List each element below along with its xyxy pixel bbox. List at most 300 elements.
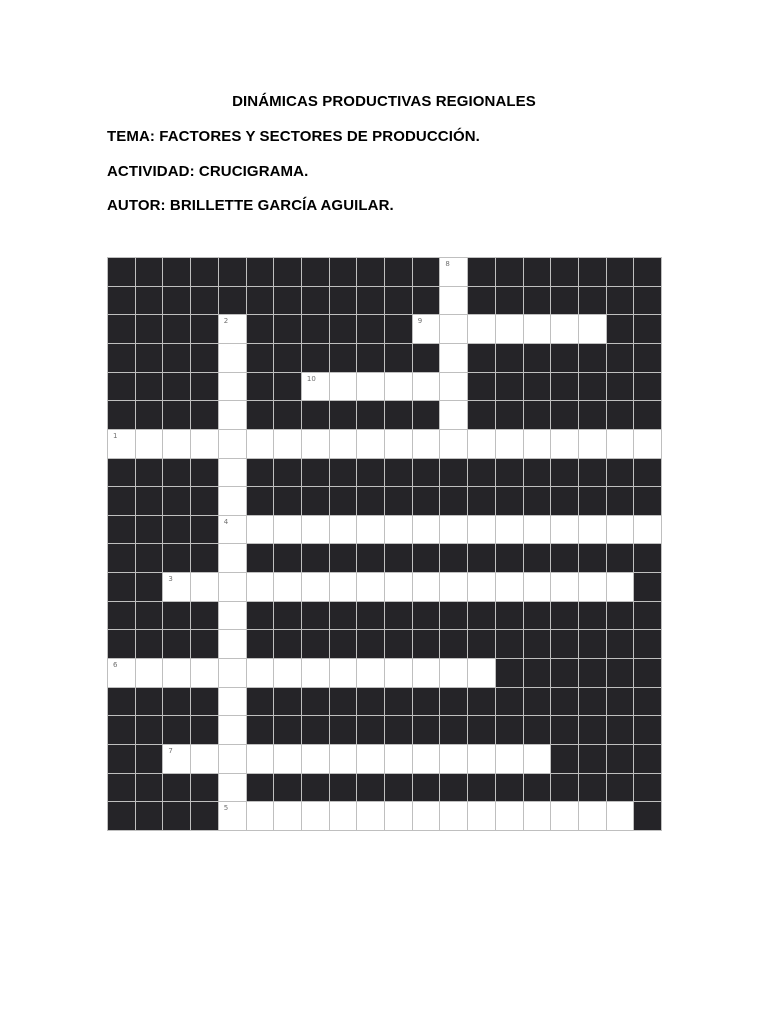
crossword-open-cell[interactable] (163, 745, 190, 773)
clue-number: 7 (168, 747, 173, 756)
crossword-block-cell (302, 487, 329, 515)
clue-number: 10 (306, 374, 316, 383)
crossword-open-cell[interactable] (440, 430, 467, 458)
crossword-block-cell (496, 344, 523, 372)
crossword-block-cell (579, 287, 606, 315)
crossword-block-cell (607, 630, 634, 658)
crossword-open-cell[interactable] (219, 688, 246, 716)
crossword-block-cell (607, 344, 634, 372)
crossword-open-cell[interactable] (385, 430, 412, 458)
crossword-block-cell (302, 401, 329, 429)
crossword-open-cell[interactable] (524, 573, 551, 601)
crossword-open-cell[interactable] (551, 315, 578, 343)
crossword-block-cell (108, 459, 135, 487)
crossword-block-cell (496, 774, 523, 802)
crossword-block-cell (219, 287, 246, 315)
crossword-open-cell[interactable] (468, 802, 495, 830)
crossword-block-cell (247, 688, 274, 716)
crossword-block-cell (440, 544, 467, 572)
crossword-open-cell[interactable] (385, 659, 412, 687)
clue-number: 4 (223, 517, 229, 526)
crossword-block-cell (357, 344, 384, 372)
crossword-open-cell[interactable] (219, 459, 246, 487)
crossword-block-cell (330, 258, 357, 286)
crossword-block-cell (330, 459, 357, 487)
crossword-block-cell (524, 630, 551, 658)
crossword-open-cell[interactable] (108, 430, 135, 458)
crossword-open-cell[interactable] (274, 516, 301, 544)
crossword-block-cell (440, 688, 467, 716)
crossword-block-cell (108, 745, 135, 773)
crossword-block-cell (357, 315, 384, 343)
crossword-block-cell (634, 630, 661, 658)
crossword-open-cell[interactable] (219, 516, 246, 544)
crossword-block-cell (440, 774, 467, 802)
crossword-block-cell (357, 487, 384, 515)
crossword-open-cell[interactable] (413, 659, 440, 687)
crossword-block-cell (219, 258, 246, 286)
crossword-block-cell (579, 659, 606, 687)
crossword-open-cell[interactable] (330, 802, 357, 830)
crossword-open-cell[interactable] (247, 430, 274, 458)
crossword-grid (107, 257, 662, 831)
crossword-open-cell[interactable] (219, 544, 246, 572)
crossword-block-cell (330, 688, 357, 716)
crossword-block-cell (108, 315, 135, 343)
crossword-block-cell (357, 774, 384, 802)
crossword-block-cell (357, 688, 384, 716)
crossword-block-cell (607, 745, 634, 773)
crossword-block-cell (579, 459, 606, 487)
crossword-block-cell (274, 630, 301, 658)
crossword-open-cell[interactable] (413, 573, 440, 601)
crossword-open-cell[interactable] (496, 745, 523, 773)
crossword-open-cell[interactable] (219, 573, 246, 601)
crossword-open-cell[interactable] (357, 745, 384, 773)
crossword-block-cell (524, 373, 551, 401)
crossword-block-cell (302, 716, 329, 744)
crossword-block-cell (468, 487, 495, 515)
crossword-open-cell[interactable] (440, 659, 467, 687)
crossword-block-cell (357, 401, 384, 429)
crossword-open-cell[interactable] (163, 573, 190, 601)
crossword-open-cell[interactable] (607, 516, 634, 544)
crossword-open-cell[interactable] (385, 802, 412, 830)
crossword-open-cell[interactable] (551, 802, 578, 830)
crossword-block-cell (496, 688, 523, 716)
crossword-open-cell[interactable] (357, 373, 384, 401)
crossword-block-cell (191, 630, 218, 658)
crossword-block-cell (357, 459, 384, 487)
crossword-block-cell (551, 487, 578, 515)
crossword-open-cell[interactable] (385, 573, 412, 601)
crossword-open-cell[interactable] (274, 745, 301, 773)
crossword-block-cell (607, 487, 634, 515)
crossword-open-cell[interactable] (219, 802, 246, 830)
crossword-open-cell[interactable] (219, 630, 246, 658)
crossword-open-cell[interactable] (108, 659, 135, 687)
crossword-block-cell (496, 459, 523, 487)
crossword-block-cell (108, 258, 135, 286)
crossword-block-cell (468, 287, 495, 315)
crossword-block-cell (191, 802, 218, 830)
crossword-block-cell (524, 258, 551, 286)
crossword-block-cell (330, 344, 357, 372)
crossword-open-cell[interactable] (496, 573, 523, 601)
crossword-open-cell[interactable] (413, 516, 440, 544)
crossword-open-cell[interactable] (302, 659, 329, 687)
crossword-block-cell (551, 774, 578, 802)
crossword-open-cell[interactable] (219, 344, 246, 372)
crossword-open-cell[interactable] (136, 659, 163, 687)
crossword-block-cell (108, 573, 135, 601)
crossword-block-cell (302, 287, 329, 315)
crossword-open-cell[interactable] (634, 430, 661, 458)
crossword-block-cell (191, 544, 218, 572)
crossword-block-cell (302, 344, 329, 372)
crossword-open-cell[interactable] (357, 659, 384, 687)
crossword-block-cell (524, 287, 551, 315)
crossword-block-cell (163, 287, 190, 315)
crossword-open-cell[interactable] (302, 573, 329, 601)
crossword-block-cell (496, 287, 523, 315)
crossword-open-cell[interactable] (634, 516, 661, 544)
crossword-block-cell (440, 630, 467, 658)
crossword-open-cell[interactable] (302, 802, 329, 830)
crossword-block-cell (357, 716, 384, 744)
crossword-block-cell (136, 802, 163, 830)
crossword-open-cell[interactable] (468, 659, 495, 687)
crossword-block-cell (136, 774, 163, 802)
crossword-block-cell (136, 401, 163, 429)
crossword-block-cell (163, 602, 190, 630)
crossword-block-cell (136, 373, 163, 401)
crossword-open-cell[interactable] (219, 401, 246, 429)
crossword-open-cell[interactable] (440, 344, 467, 372)
crossword-block-cell (579, 716, 606, 744)
crossword-open-cell[interactable] (219, 602, 246, 630)
crossword-open-cell[interactable] (579, 430, 606, 458)
crossword-block-cell (579, 745, 606, 773)
clue-number: 9 (417, 317, 423, 326)
crossword-open-cell[interactable] (219, 659, 246, 687)
clue-number: 3 (168, 575, 173, 584)
crossword-open-cell[interactable] (357, 516, 384, 544)
crossword-block-cell (163, 315, 190, 343)
crossword-block-cell (108, 802, 135, 830)
crossword-block-cell (108, 287, 135, 315)
crossword-open-cell[interactable] (219, 315, 246, 343)
crossword-open-cell[interactable] (551, 516, 578, 544)
crossword-open-cell[interactable] (330, 745, 357, 773)
crossword-open-cell[interactable] (330, 373, 357, 401)
crossword-block-cell (551, 544, 578, 572)
crossword-block-cell (607, 688, 634, 716)
crossword-open-cell[interactable] (440, 516, 467, 544)
crossword-open-cell[interactable] (357, 802, 384, 830)
crossword-open-cell[interactable] (219, 745, 246, 773)
crossword-open-cell[interactable] (247, 745, 274, 773)
crossword-block-cell (274, 544, 301, 572)
crossword-block-cell (136, 258, 163, 286)
crossword-open-cell[interactable] (191, 659, 218, 687)
crossword-block-cell (274, 774, 301, 802)
crossword-open-cell[interactable] (607, 430, 634, 458)
crossword-open-cell[interactable] (357, 430, 384, 458)
crossword-block-cell (440, 487, 467, 515)
crossword-block-cell (163, 487, 190, 515)
crossword-open-cell[interactable] (330, 659, 357, 687)
crossword-open-cell[interactable] (496, 516, 523, 544)
crossword-block-cell (330, 544, 357, 572)
crossword-block-cell (247, 459, 274, 487)
crossword-block-cell (191, 373, 218, 401)
crossword-block-cell (468, 401, 495, 429)
crossword-block-cell (607, 602, 634, 630)
crossword-block-cell (357, 602, 384, 630)
crossword-block-cell (634, 344, 661, 372)
crossword-open-cell[interactable] (440, 745, 467, 773)
crossword-open-cell[interactable] (440, 573, 467, 601)
crossword-block-cell (579, 258, 606, 286)
crossword-block-cell (136, 516, 163, 544)
crossword-open-cell[interactable] (607, 802, 634, 830)
crossword-open-cell[interactable] (468, 430, 495, 458)
crossword-open-cell[interactable] (496, 430, 523, 458)
crossword-block-cell (634, 745, 661, 773)
crossword-block-cell (607, 287, 634, 315)
crossword-open-cell[interactable] (219, 774, 246, 802)
crossword-block-cell (634, 573, 661, 601)
crossword-open-cell[interactable] (440, 802, 467, 830)
crossword-open-cell[interactable] (191, 573, 218, 601)
crossword-open-cell[interactable] (524, 315, 551, 343)
crossword-open-cell[interactable] (468, 315, 495, 343)
crossword-block-cell (247, 287, 274, 315)
crossword-block-cell (385, 344, 412, 372)
crossword-open-cell[interactable] (579, 802, 606, 830)
crossword-block-cell (163, 630, 190, 658)
crossword-block-cell (330, 487, 357, 515)
crossword-open-cell[interactable] (385, 373, 412, 401)
crossword-open-cell[interactable] (274, 802, 301, 830)
crossword-open-cell[interactable] (274, 573, 301, 601)
crossword-block-cell (330, 602, 357, 630)
crossword-open-cell[interactable] (247, 659, 274, 687)
crossword-block-cell (496, 630, 523, 658)
crossword-block-cell (163, 516, 190, 544)
crossword-block-cell (274, 258, 301, 286)
crossword-open-cell[interactable] (468, 516, 495, 544)
crossword-open-cell[interactable] (330, 573, 357, 601)
crossword-block-cell (274, 287, 301, 315)
crossword-open-cell[interactable] (357, 573, 384, 601)
crossword-block-cell (524, 544, 551, 572)
crossword-block-cell (108, 630, 135, 658)
crossword-block-cell (607, 258, 634, 286)
crossword-block-cell (247, 258, 274, 286)
crossword-block-cell (274, 716, 301, 744)
crossword-open-cell[interactable] (219, 373, 246, 401)
crossword-open-cell[interactable] (551, 573, 578, 601)
crossword-block-cell (163, 688, 190, 716)
crossword-open-cell[interactable] (219, 716, 246, 744)
crossword-block-cell (496, 258, 523, 286)
crossword-open-cell[interactable] (607, 573, 634, 601)
crossword-block-cell (191, 315, 218, 343)
crossword-block-cell (413, 602, 440, 630)
crossword-open-cell[interactable] (468, 745, 495, 773)
crossword-open-cell[interactable] (468, 573, 495, 601)
crossword-block-cell (524, 459, 551, 487)
crossword-open-cell[interactable] (440, 401, 467, 429)
crossword-open-cell[interactable] (385, 516, 412, 544)
crossword-block-cell (413, 774, 440, 802)
crossword-open-cell[interactable] (247, 516, 274, 544)
crossword-block-cell (385, 544, 412, 572)
crossword-open-cell[interactable] (219, 487, 246, 515)
crossword-open-cell[interactable] (247, 573, 274, 601)
crossword-block-cell (440, 602, 467, 630)
crossword-block-cell (163, 344, 190, 372)
crossword-open-cell[interactable] (413, 802, 440, 830)
crossword-block-cell (357, 287, 384, 315)
crossword-block-cell (496, 716, 523, 744)
crossword-block-cell (634, 544, 661, 572)
crossword-block-cell (579, 688, 606, 716)
crossword-open-cell[interactable] (302, 430, 329, 458)
crossword-open-cell[interactable] (302, 373, 329, 401)
crossword-open-cell[interactable] (385, 745, 412, 773)
crossword-block-cell (413, 459, 440, 487)
crossword-block-cell (163, 258, 190, 286)
crossword-block-cell (274, 344, 301, 372)
crossword-open-cell[interactable] (302, 516, 329, 544)
crossword-block-cell (551, 344, 578, 372)
crossword-open-cell[interactable] (440, 315, 467, 343)
crossword-block-cell (302, 459, 329, 487)
crossword-open-cell[interactable] (330, 430, 357, 458)
crossword-block-cell (468, 774, 495, 802)
crossword-open-cell[interactable] (413, 745, 440, 773)
crossword-open-cell[interactable] (274, 659, 301, 687)
crossword-block-cell (136, 344, 163, 372)
crossword-block-cell (551, 373, 578, 401)
crossword-block-cell (607, 315, 634, 343)
crossword-block-cell (551, 602, 578, 630)
crossword-block-cell (579, 544, 606, 572)
crossword-open-cell[interactable] (274, 430, 301, 458)
crossword-block-cell (108, 544, 135, 572)
crossword-block-cell (163, 373, 190, 401)
crossword-block-cell (607, 401, 634, 429)
crossword-open-cell[interactable] (191, 430, 218, 458)
crossword-block-cell (385, 602, 412, 630)
crossword-open-cell[interactable] (440, 287, 467, 315)
crossword-block-cell (551, 745, 578, 773)
crossword-open-cell[interactable] (136, 430, 163, 458)
crossword-block-cell (330, 630, 357, 658)
crossword-open-cell[interactable] (551, 430, 578, 458)
crossword-block-cell (274, 401, 301, 429)
crossword-block-cell (413, 716, 440, 744)
clue-number: 5 (223, 804, 229, 813)
crossword-open-cell[interactable] (496, 802, 523, 830)
crossword-block-cell (247, 401, 274, 429)
crossword-open-cell[interactable] (524, 802, 551, 830)
crossword-open-cell[interactable] (579, 516, 606, 544)
crossword-open-cell[interactable] (191, 745, 218, 773)
crossword-block-cell (136, 487, 163, 515)
crossword-block-cell (634, 315, 661, 343)
crossword-open-cell[interactable] (524, 516, 551, 544)
activity-line: ACTIVIDAD: CRUCIGRAMA. (107, 163, 309, 180)
clue-number: 2 (223, 317, 229, 326)
crossword-open-cell[interactable] (219, 430, 246, 458)
crossword-block-cell (468, 602, 495, 630)
crossword-open-cell[interactable] (579, 573, 606, 601)
crossword-block-cell (330, 287, 357, 315)
crossword-block-cell (136, 716, 163, 744)
crossword-open-cell[interactable] (413, 430, 440, 458)
crossword-block-cell (524, 487, 551, 515)
crossword-block-cell (385, 459, 412, 487)
author-line: AUTOR: BRILLETTE GARCÍA AGUILAR. (107, 197, 394, 214)
crossword-block-cell (579, 401, 606, 429)
crossword-open-cell[interactable] (496, 315, 523, 343)
crossword-open-cell[interactable] (579, 315, 606, 343)
crossword-block-cell (136, 630, 163, 658)
crossword-open-cell[interactable] (524, 430, 551, 458)
crossword-block-cell (385, 487, 412, 515)
crossword-block-cell (579, 774, 606, 802)
crossword-block-cell (302, 688, 329, 716)
crossword-block-cell (163, 401, 190, 429)
crossword-open-cell[interactable] (524, 745, 551, 773)
crossword-block-cell (274, 602, 301, 630)
crossword-block-cell (634, 716, 661, 744)
clue-number: 1 (113, 431, 118, 440)
crossword-block-cell (496, 487, 523, 515)
crossword-block-cell (579, 344, 606, 372)
crossword-block-cell (191, 716, 218, 744)
crossword-open-cell[interactable] (440, 258, 467, 286)
crossword-open-cell[interactable] (413, 373, 440, 401)
crossword-block-cell (607, 716, 634, 744)
crossword-block-cell (496, 373, 523, 401)
crossword-block-cell (191, 401, 218, 429)
crossword-block-cell (274, 373, 301, 401)
crossword-open-cell[interactable] (330, 516, 357, 544)
crossword-open-cell[interactable] (302, 745, 329, 773)
crossword-block-cell (191, 602, 218, 630)
crossword-open-cell[interactable] (163, 430, 190, 458)
crossword-open-cell[interactable] (247, 802, 274, 830)
crossword-block-cell (468, 688, 495, 716)
crossword-block-cell (302, 544, 329, 572)
crossword-block-cell (191, 487, 218, 515)
crossword-block-cell (191, 287, 218, 315)
crossword-block-cell (413, 258, 440, 286)
crossword-open-cell[interactable] (163, 659, 190, 687)
crossword-block-cell (524, 716, 551, 744)
crossword-open-cell[interactable] (440, 373, 467, 401)
crossword-block-cell (385, 688, 412, 716)
crossword-block-cell (247, 344, 274, 372)
crossword-block-cell (136, 459, 163, 487)
crossword-block-cell (247, 544, 274, 572)
crossword-open-cell[interactable] (413, 315, 440, 343)
